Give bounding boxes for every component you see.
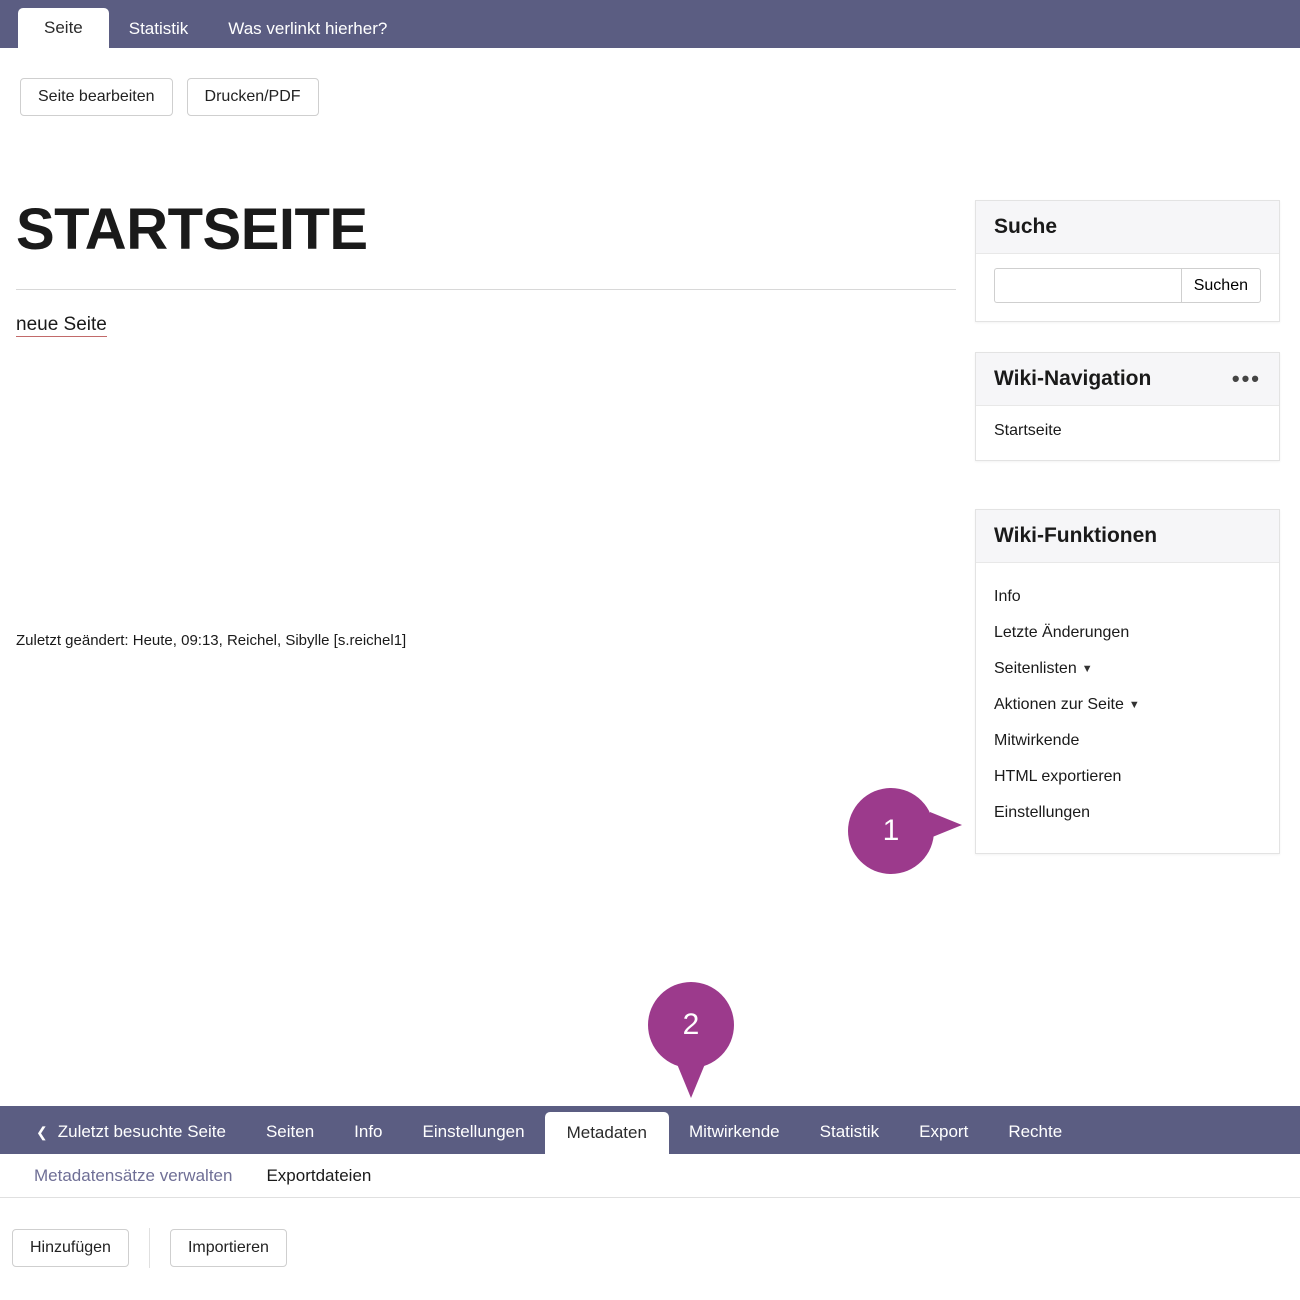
admin-tab-bar	[0, 1106, 1300, 1154]
more-options-icon[interactable]: •••	[1231, 366, 1261, 392]
wiki-navigation-card	[975, 352, 1280, 461]
search-submit-button[interactable]: Suchen	[1181, 268, 1261, 303]
admin-tab-info[interactable]	[334, 1110, 402, 1154]
tab-statistik[interactable]	[109, 10, 209, 48]
callout-marker-2-pointer	[677, 1064, 705, 1098]
func-item-aktionen-zur-seite-label: Aktionen zur Seite	[994, 696, 1124, 713]
func-item-einstellungen-label: Einstellungen	[994, 804, 1091, 821]
edit-page-button[interactable]: Seite bearbeiten	[20, 78, 173, 116]
search-row	[994, 268, 1261, 303]
func-item-aktionen-zur-seite[interactable]	[994, 687, 1261, 723]
wiki-navigation-title: Wiki-Navigation	[994, 367, 1152, 390]
metadata-subtab-bar	[0, 1154, 1300, 1198]
func-item-letzte-aenderungen-label: Letzte Änderungen	[994, 624, 1130, 641]
print-pdf-button[interactable]: Drucken/PDF	[187, 78, 319, 116]
func-item-html-exportieren-label: HTML exportieren	[994, 768, 1122, 785]
admin-tab-seiten[interactable]	[246, 1110, 334, 1154]
admin-tab-info-label: Info	[354, 1122, 383, 1141]
func-item-info[interactable]	[994, 579, 1261, 615]
back-to-last-page-button[interactable]	[0, 1110, 246, 1154]
subtab-exportdateien[interactable]: Exportdateien	[266, 1165, 372, 1185]
tab-was-verlinkt-hierher[interactable]	[208, 10, 407, 48]
search-card-header	[976, 201, 1279, 254]
callout-marker-1-pointer	[930, 812, 962, 838]
search-card-title: Suche	[994, 215, 1058, 238]
chevron-left-icon: ❮	[36, 1123, 48, 1140]
metadata-action-row	[12, 1228, 287, 1268]
wiki-functions-body	[976, 563, 1279, 853]
subtab-metadatensaetze-verwalten[interactable]: Metadatensätze verwalten	[34, 1165, 233, 1185]
chevron-down-icon: ▼	[1081, 662, 1093, 675]
top-tab-bar	[0, 0, 1300, 48]
admin-tab-metadaten-label: Metadaten	[566, 1123, 647, 1142]
func-item-seitenlisten[interactable]	[994, 651, 1261, 687]
admin-tab-metadaten[interactable]	[545, 1112, 669, 1154]
tab-was-verlinkt-hierher-label: Was verlinkt hierher?	[228, 19, 388, 38]
callout-marker-1-number: 1	[882, 814, 900, 847]
func-item-letzte-aenderungen[interactable]	[994, 615, 1261, 651]
admin-tab-mitwirkende[interactable]	[669, 1110, 800, 1154]
tab-seite[interactable]	[18, 8, 109, 48]
import-button[interactable]: Importieren	[170, 1229, 287, 1267]
add-button[interactable]: Hinzufügen	[12, 1229, 129, 1267]
admin-tab-mitwirkende-label: Mitwirkende	[688, 1122, 780, 1141]
admin-tab-statistik[interactable]	[800, 1110, 900, 1154]
main-content	[16, 197, 956, 649]
search-card	[975, 200, 1280, 322]
callout-marker-1	[848, 788, 934, 874]
tab-seite-label: Seite	[44, 18, 83, 37]
callout-marker-2	[648, 982, 734, 1068]
button-divider	[149, 1228, 150, 1268]
title-divider	[16, 289, 956, 290]
page-action-row	[20, 78, 319, 116]
func-item-mitwirkende-label: Mitwirkende	[994, 732, 1080, 749]
wiki-navigation-body	[976, 406, 1279, 460]
nav-item-startseite[interactable]: Startseite	[994, 422, 1062, 439]
admin-tab-rechte-label: Rechte	[1008, 1122, 1063, 1141]
wiki-navigation-header	[976, 353, 1279, 406]
admin-tab-einstellungen[interactable]	[403, 1110, 545, 1154]
callout-marker-1-bubble	[848, 788, 934, 874]
admin-tab-export-label: Export	[919, 1122, 969, 1141]
callout-marker-2-number: 2	[682, 1008, 700, 1041]
admin-tab-rechte[interactable]	[988, 1110, 1082, 1154]
page-title: STARTSEITE	[16, 197, 368, 262]
func-item-seitenlisten-label: Seitenlisten	[994, 660, 1077, 677]
func-item-info-label: Info	[994, 588, 1021, 605]
func-item-mitwirkende[interactable]	[994, 723, 1261, 759]
new-page-link[interactable]: neue Seite	[16, 313, 107, 335]
wiki-functions-title: Wiki-Funktionen	[994, 524, 1158, 547]
admin-tab-statistik-label: Statistik	[819, 1122, 880, 1141]
admin-tab-seiten-label: Seiten	[265, 1122, 315, 1141]
admin-tab-export[interactable]	[899, 1110, 988, 1154]
chevron-down-icon: ▼	[1128, 698, 1140, 711]
wiki-functions-header	[976, 510, 1279, 563]
back-to-last-page-label: Zuletzt besuchte Seite	[57, 1122, 226, 1141]
search-input[interactable]	[994, 268, 1181, 303]
callout-marker-2-bubble	[648, 982, 734, 1068]
wiki-functions-card	[975, 509, 1280, 854]
func-item-html-exportieren[interactable]	[994, 759, 1261, 795]
search-card-body	[976, 254, 1279, 321]
tab-statistik-label: Statistik	[128, 19, 189, 38]
last-modified-text: Zuletzt geändert: Heute, 09:13, Reichel, Sibylle [s.reichel1]	[16, 632, 407, 649]
func-item-einstellungen[interactable]	[994, 795, 1261, 831]
admin-tab-einstellungen-label: Einstellungen	[422, 1122, 525, 1141]
